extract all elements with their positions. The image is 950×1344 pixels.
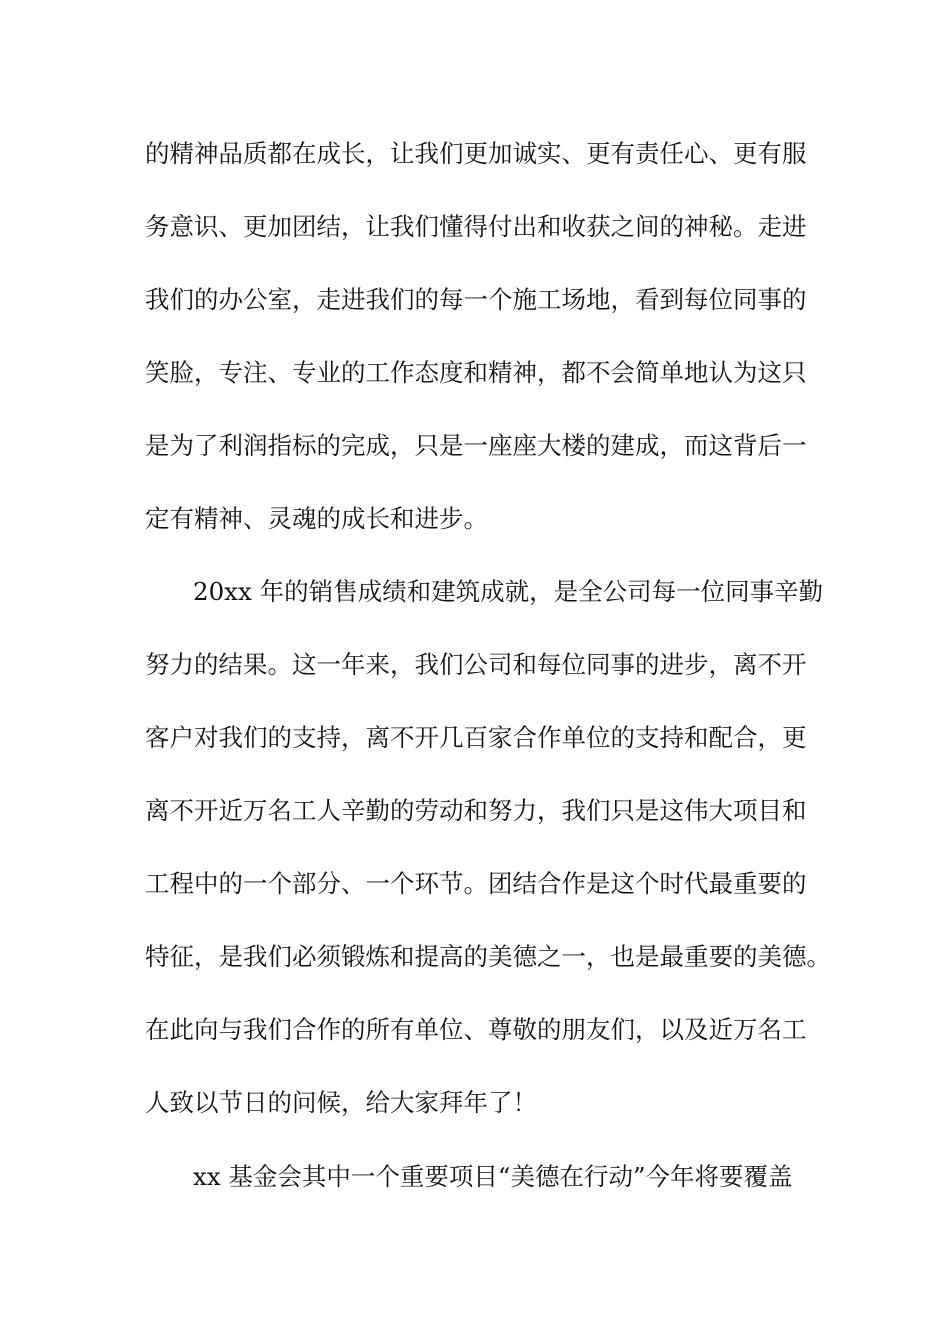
text-line: 特征，是我们必须锻炼和提高的美德之一，也是最重要的美德。 [145, 942, 831, 971]
text-line: 在此向与我们合作的所有单位、尊敬的朋友们，以及近万名工 [145, 1015, 807, 1044]
text-line: 笑脸，专注、专业的工作态度和精神，都不会简单地认为这只 [145, 358, 807, 387]
text-line: 人致以节日的问候，给大家拜年了！ [145, 1088, 537, 1117]
text-line: 努力的结果。这一年来，我们公司和每位同事的进步，离不开 [145, 650, 807, 679]
paragraph-first-line: 20xx 年的销售成绩和建筑成就，是全公司每一位同事辛勤 [193, 577, 824, 606]
text-line: 的精神品质都在成长，让我们更加诚实、更有责任心、更有服 [145, 139, 807, 168]
text-line: 定有精神、灵魂的成长和进步。 [145, 504, 488, 533]
text-line: 务意识、更加团结，让我们懂得付出和收获之间的神秘。走进 [145, 212, 807, 241]
text-line: 我们的办公室，走进我们的每一个施工场地，看到每位同事的 [145, 285, 807, 314]
text-line: 客户对我们的支持，离不开几百家合作单位的支持和配合，更 [145, 723, 807, 752]
text-line: 工程中的一个部分、一个环节。团结合作是这个时代最重要的 [145, 869, 807, 898]
text-line: 是为了利润指标的完成，只是一座座大楼的建成，而这背后一 [145, 431, 807, 460]
text-line: 离不开近万名工人辛勤的劳动和努力，我们只是这伟大项目和 [145, 796, 807, 825]
paragraph-first-line: xx 基金会其中一个重要项目“美德在行动”今年将要覆盖 [193, 1162, 793, 1191]
